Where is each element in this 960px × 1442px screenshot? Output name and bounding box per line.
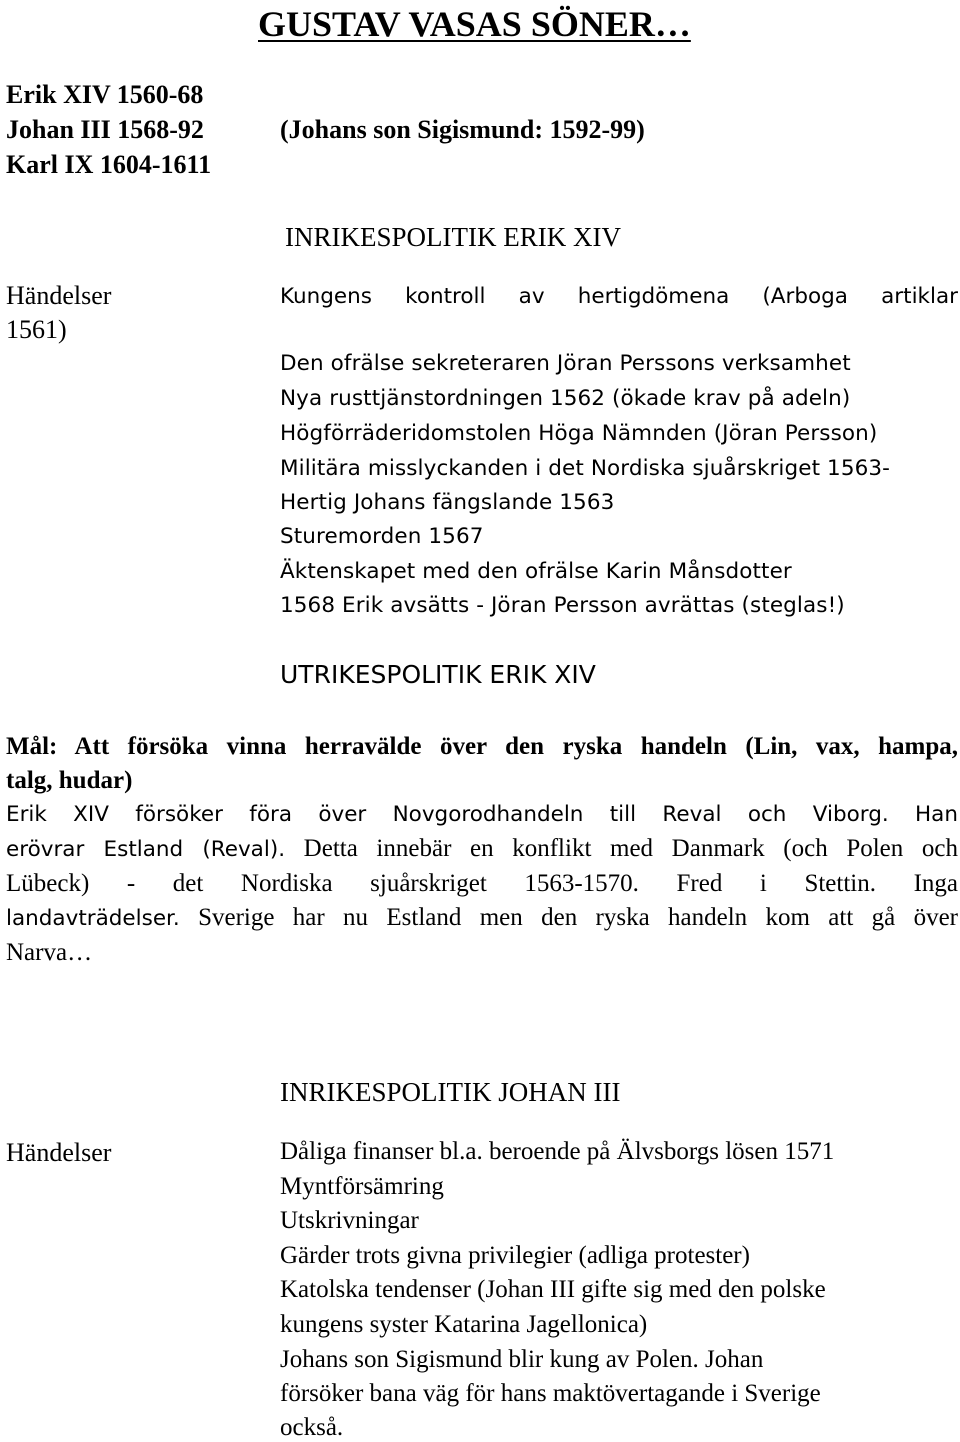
heading-utrikes-erik: UTRIKESPOLITIK ERIK XIV [280, 660, 596, 689]
johan-item: Johans son Sigismund blir kung av Polen. Johan [280, 1346, 764, 1373]
johan-item: Utskrivningar [280, 1207, 419, 1234]
event-item: Kungens kontroll av hertigdömena (Arboga artiklar [280, 284, 958, 309]
heading-inrikes-erik: INRIKESPOLITIK ERIK XIV [285, 222, 621, 252]
johan-item: Katolska tendenser (Johan III gifte sig med den polske [280, 1276, 826, 1303]
event-item: Nya rusttjänstordningen 1562 (ökade krav på adeln) [280, 386, 851, 411]
body-segment: Sverige har nu Estland men den ryska handeln kom att gå över [179, 904, 958, 931]
goal-line: Mål: Att försöka vinna herravälde över den ryska handeln (Lin, vax, hampa, [6, 733, 958, 760]
reign-erik: Erik XIV 1560-68 [6, 80, 204, 109]
page-title: GUSTAV VASAS SÖNER… [258, 4, 691, 44]
sigismund-note: (Johans son Sigismund: 1592-99) [280, 115, 645, 144]
heading-inrikes-johan: INRIKESPOLITIK JOHAN III [280, 1077, 621, 1107]
body-segment: erövrar Estland (Reval). [6, 837, 286, 862]
foreign-policy-paragraph [6, 730, 958, 970]
event-item: 1568 Erik avsätts - Jöran Persson avrättas (steglas!) [280, 593, 845, 618]
event-item: Äktenskapet med den ofrälse Karin Månsdotter [280, 559, 792, 584]
body-segment: landavträdelser. [6, 906, 180, 931]
body-line: Narva… [6, 939, 93, 966]
body-line: Erik XIV försöker föra över Novgorodhandeln till Reval och Viborg. Han [6, 802, 958, 827]
body-segment: Detta innebär en konflikt med Danmark (och Polen och [285, 835, 958, 862]
johan-item: Dåliga finanser bl.a. beroende på Älvsborgs lösen 1571 [280, 1138, 835, 1165]
reign-karl: Karl IX 1604-1611 [6, 150, 212, 179]
johan-item: också. [280, 1414, 344, 1441]
event-item: Sturemorden 1567 [280, 524, 484, 549]
label-handelser-erik: Händelser [6, 281, 112, 310]
johan-item: Gärder trots givna privilegier (adliga protester) [280, 1242, 750, 1269]
event-item: Hertig Johans fängslande 1563 [280, 490, 615, 515]
event-item: Den ofrälse sekreteraren Jöran Perssons verksamhet [280, 351, 851, 376]
goal-line: talg, hudar) [6, 767, 133, 794]
johan-item: kungens syster Katarina Jagellonica) [280, 1311, 648, 1338]
johan-item: Myntförsämring [280, 1173, 444, 1200]
body-line [6, 832, 958, 867]
reign-johan: Johan III 1568-92 [6, 115, 204, 144]
body-line [6, 901, 958, 936]
body-line: Lübeck) - det Nordiska sjuårskriget 1563-1570. Fred i Stettin. Inga [6, 870, 958, 897]
label-handelser-johan: Händelser [6, 1138, 112, 1167]
event-item: Militära misslyckanden i det Nordiska sjuårskriget 1563- [280, 456, 891, 481]
event-item: Högförräderidomstolen Höga Nämnden (Jöran Persson) [280, 421, 878, 446]
label-handelser-erik-cont: 1561) [6, 315, 67, 344]
johan-item: försöker bana väg för hans maktövertagande i Sverige [280, 1380, 821, 1407]
